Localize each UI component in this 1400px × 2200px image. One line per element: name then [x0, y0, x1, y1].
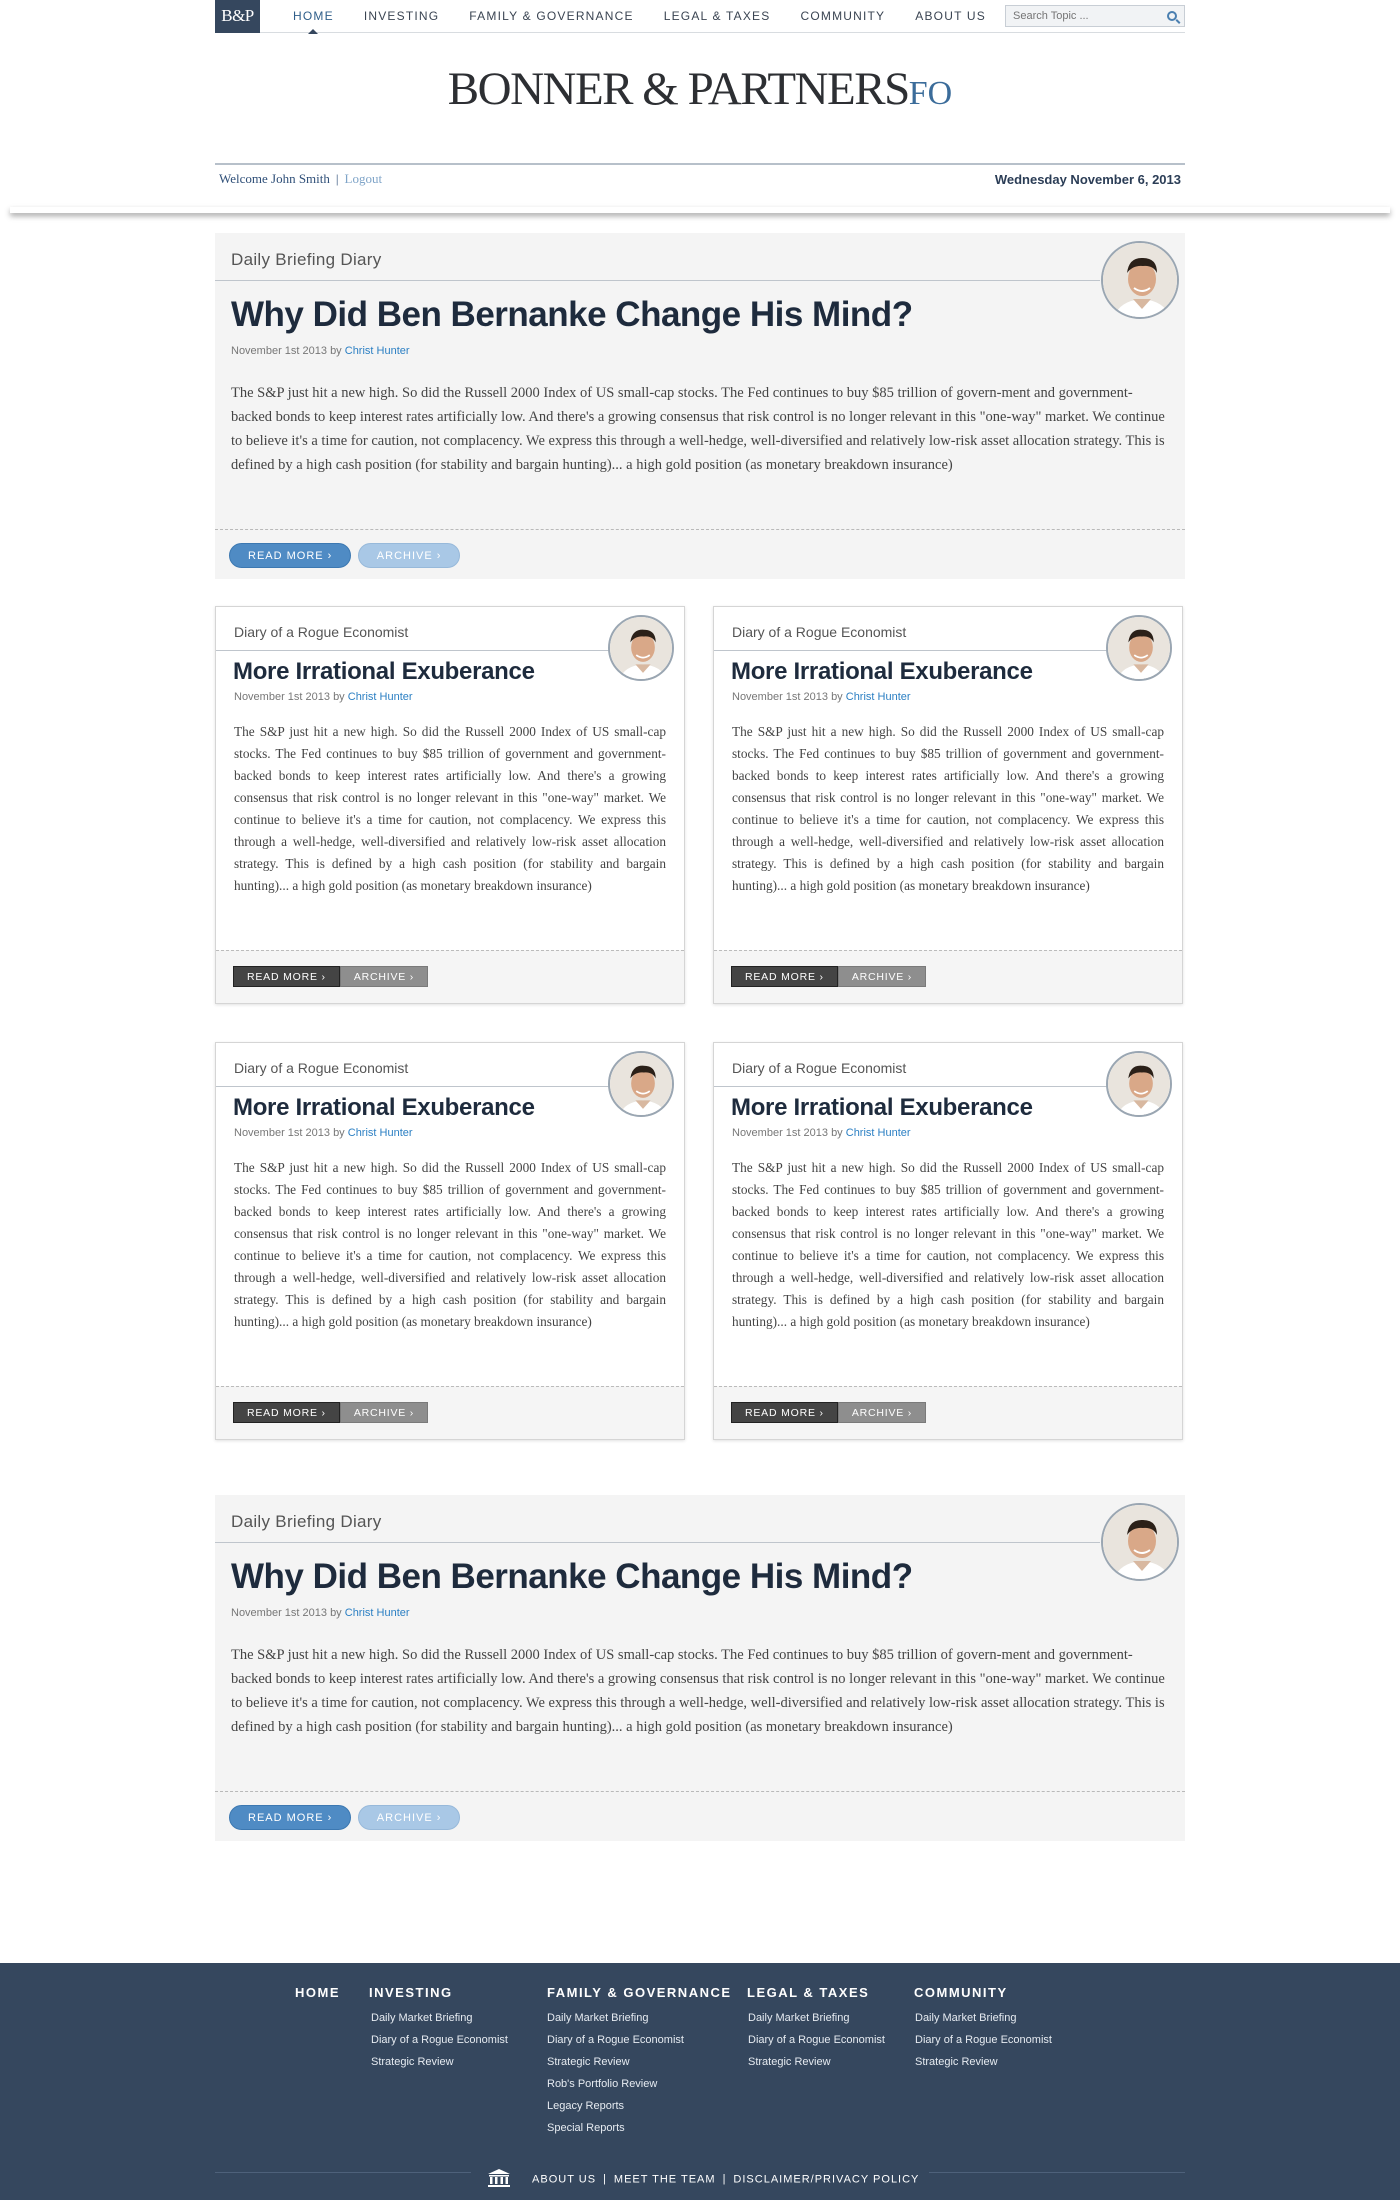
- masthead-logo[interactable]: [0, 62, 1400, 116]
- briefing-body: The S&P just hit a new high. So did the Russell 2000 Index of US small-cap stocks. The Fed continues to buy $85 trillion of govern-ment and government-backed bonds to keep interest rates artificially low. And there's a growing consensus that risk control is no longer relevant in this "one-way" market. We continue to believe it's a time for caution, not complacency. We express this through a well-hedge, well-diversified and relatively low-risk asset allocation strategy. This is defined by a high cash position (for stability and bargain hunting)... a high gold position (as monetary breakdown insurance): [231, 1647, 1165, 1735]
- main-menu: [278, 0, 1001, 33]
- archive-button[interactable]: ARCHIVE ›: [358, 543, 461, 568]
- footer-heading[interactable]: INVESTING: [369, 1985, 453, 2000]
- card-actions: [216, 1386, 684, 1439]
- archive-button[interactable]: ARCHIVE ›: [838, 966, 926, 987]
- byline-by: by: [330, 1607, 342, 1619]
- read-more-button[interactable]: READ MORE ›: [731, 966, 838, 987]
- briefing-actions: [215, 529, 1185, 579]
- masthead-suffix: FO: [908, 75, 953, 112]
- read-more-button[interactable]: READ MORE ›: [233, 1402, 340, 1423]
- footer-link[interactable]: Strategic Review: [748, 2056, 831, 2068]
- footer-col-community: [914, 1985, 1052, 2069]
- card-actions: [714, 950, 1182, 1003]
- author-avatar: [608, 1051, 674, 1117]
- post-date: November 1st 2013: [732, 691, 828, 703]
- author-link[interactable]: Christ Hunter: [845, 1127, 911, 1139]
- logout-link[interactable]: Logout: [344, 171, 383, 186]
- current-date: Wednesday November 6, 2013: [994, 171, 1181, 187]
- archive-button[interactable]: ARCHIVE ›: [340, 966, 428, 987]
- briefing-meta: [215, 335, 1185, 357]
- briefing-meta: [215, 1597, 1185, 1619]
- search-input[interactable]: [1013, 10, 1167, 22]
- briefing-category: Daily Briefing Diary: [215, 233, 1100, 281]
- footer-link[interactable]: Daily Market Briefing: [748, 2012, 850, 2024]
- post-date: November 1st 2013: [234, 1127, 330, 1139]
- welcome-bar: [215, 163, 1185, 193]
- article-card: [215, 1042, 685, 1440]
- card-title[interactable]: More Irrational Exuberance: [731, 1094, 1033, 1121]
- card-meta: [714, 686, 1182, 703]
- author-avatar: [1101, 241, 1179, 319]
- read-more-button[interactable]: READ MORE ›: [731, 1402, 838, 1423]
- footer-heading[interactable]: LEGAL & TAXES: [747, 1985, 870, 2000]
- briefing-category: Daily Briefing Diary: [215, 1495, 1100, 1543]
- archive-button[interactable]: ARCHIVE ›: [340, 1402, 428, 1423]
- search-icon[interactable]: [1167, 11, 1177, 21]
- card-title[interactable]: More Irrational Exuberance: [233, 658, 535, 685]
- welcome-text: Welcome John Smith: [219, 171, 330, 186]
- card-actions: [714, 1386, 1182, 1439]
- search-box: [1005, 5, 1185, 27]
- footer-link[interactable]: Diary of a Rogue Economist: [371, 2034, 508, 2046]
- site-footer: [0, 1963, 1400, 2200]
- header-shadow: [10, 207, 1390, 213]
- author-avatar: [1101, 1503, 1179, 1581]
- archive-button[interactable]: ARCHIVE ›: [358, 1805, 461, 1830]
- read-more-button[interactable]: READ MORE ›: [233, 966, 340, 987]
- footer-col-family-governance: [547, 1985, 732, 2135]
- welcome-separator: |: [335, 171, 339, 186]
- card-category: Diary of a Rogue Economist: [216, 607, 618, 651]
- article-card: [713, 606, 1183, 1004]
- author-avatar: [608, 615, 674, 681]
- footer-link[interactable]: Legacy Reports: [547, 2100, 625, 2112]
- card-actions: [216, 950, 684, 1003]
- archive-button[interactable]: ARCHIVE ›: [838, 1402, 926, 1423]
- post-date: November 1st 2013: [231, 1607, 327, 1619]
- nav-investing[interactable]: INVESTING: [363, 8, 440, 23]
- card-body: The S&P just hit a new high. So did the Russell 2000 Index of US small-cap stocks. The Fed continues to buy $85 trillion of government and government-backed bonds to keep interest rates artificially low. And there's a growing consensus that risk control is no longer relevant in this "one-way" market. We continue to believe it's a time for caution, not complacency. We express this through a well-hedge, well-diversified and relatively low-risk asset allocation strategy. This is defined by a high cash position (for stability and bargain hunting)... a high gold position (as monetary breakdown insurance): [732, 724, 1164, 893]
- footer-link[interactable]: Daily Market Briefing: [915, 2012, 1017, 2024]
- footer-link[interactable]: Special Reports: [547, 2122, 625, 2134]
- briefing-title[interactable]: Why Did Ben Bernanke Change His Mind?: [231, 1557, 913, 1596]
- card-category: Diary of a Rogue Economist: [714, 607, 1116, 651]
- nav-home[interactable]: HOME: [278, 0, 349, 33]
- footer-col-legal-taxes: [747, 1985, 885, 2069]
- article-card: [713, 1042, 1183, 1440]
- footer-col-home: [295, 1985, 340, 2000]
- byline-by: by: [330, 345, 342, 357]
- card-title[interactable]: More Irrational Exuberance: [233, 1094, 535, 1121]
- footer-link[interactable]: Diary of a Rogue Economist: [547, 2034, 684, 2046]
- article-card: [215, 606, 685, 1004]
- author-link[interactable]: Christ Hunter: [347, 691, 413, 703]
- card-meta: [216, 1122, 684, 1139]
- briefing-body: The S&P just hit a new high. So did the Russell 2000 Index of US small-cap stocks. The Fed continues to buy $85 trillion of govern-ment and government-backed bonds to keep interest rates artificially low. And there's a growing consensus that risk control is no longer relevant in this "one-way" market. We continue to believe it's a time for caution, not complacency. We express this through a well-hedge, well-diversified and relatively low-risk asset allocation strategy. This is defined by a high cash position (for stability and bargain hunting)... a high gold position (as monetary breakdown insurance): [231, 385, 1165, 473]
- footer-heading[interactable]: COMMUNITY: [914, 1985, 1008, 2000]
- nav-community[interactable]: COMMUNITY: [800, 8, 886, 23]
- briefing-panel: [215, 1495, 1185, 1841]
- card-meta: [714, 1122, 1182, 1139]
- post-date: November 1st 2013: [231, 345, 327, 357]
- footer-team-link[interactable]: MEET THE TEAM: [613, 2173, 716, 2186]
- card-body: The S&P just hit a new high. So did the Russell 2000 Index of US small-cap stocks. The Fed continues to buy $85 trillion of government and government-backed bonds to keep interest rates artificially low. And there's a growing consensus that risk control is no longer relevant in this "one-way" market. We continue to believe it's a time for caution, not complacency. We express this through a well-hedge, well-diversified and relatively low-risk asset allocation strategy. This is defined by a high cash position (for stability and bargain hunting)... a high gold position (as monetary breakdown insurance): [234, 1160, 666, 1329]
- nav-family-governance[interactable]: FAMILY & GOVERNANCE: [469, 8, 634, 23]
- author-link[interactable]: Christ Hunter: [344, 345, 410, 357]
- post-date: November 1st 2013: [732, 1127, 828, 1139]
- card-title[interactable]: More Irrational Exuberance: [731, 658, 1033, 685]
- footer-link[interactable]: Diary of a Rogue Economist: [748, 2034, 885, 2046]
- footer-link[interactable]: Strategic Review: [371, 2056, 454, 2068]
- author-avatar: [1106, 615, 1172, 681]
- footer-link[interactable]: Diary of a Rogue Economist: [915, 2034, 1052, 2046]
- masthead-name: BONNER & PARTNERS: [447, 63, 909, 115]
- footer-heading[interactable]: FAMILY & GOVERNANCE: [547, 1985, 732, 2000]
- site-logo[interactable]: B&P: [215, 0, 260, 33]
- footer-separator: |: [603, 2173, 607, 2186]
- post-date: November 1st 2013: [234, 691, 330, 703]
- card-body: The S&P just hit a new high. So did the Russell 2000 Index of US small-cap stocks. The Fed continues to buy $85 trillion of government and government-backed bonds to keep interest rates artificially low. And there's a growing consensus that risk control is no longer relevant in this "one-way" market. We continue to believe it's a time for caution, not complacency. We express this through a well-hedge, well-diversified and relatively low-risk asset allocation strategy. This is defined by a high cash position (for stability and bargain hunting)... a high gold position (as monetary breakdown insurance): [732, 1160, 1164, 1329]
- footer-bottom-inner: [471, 2169, 930, 2190]
- nav-about-us[interactable]: ABOUT US: [915, 8, 986, 23]
- footer-link[interactable]: Strategic Review: [547, 2056, 630, 2068]
- byline-by: by: [333, 691, 345, 703]
- byline-by: by: [831, 1127, 843, 1139]
- briefing-actions: [215, 1791, 1185, 1841]
- briefing-title[interactable]: Why Did Ben Bernanke Change His Mind?: [231, 295, 913, 334]
- read-more-button[interactable]: READ MORE ›: [229, 1805, 351, 1830]
- footer-separator: |: [722, 2173, 727, 2186]
- card-body: The S&P just hit a new high. So did the Russell 2000 Index of US small-cap stocks. The Fed continues to buy $85 trillion of government and government-backed bonds to keep interest rates artificially low. And there's a growing consensus that risk control is no longer relevant in this "one-way" market. We continue to believe it's a time for caution, not complacency. We express this through a well-hedge, well-diversified and relatively low-risk asset allocation strategy. This is defined by a high cash position (for stability and bargain hunting)... a high gold position (as monetary breakdown insurance): [234, 724, 666, 893]
- footer-disclaimer-link[interactable]: DISCLAIMER/PRIVACY POLICY: [733, 2173, 920, 2186]
- byline-by: by: [831, 691, 843, 703]
- read-more-button[interactable]: READ MORE ›: [229, 543, 351, 568]
- bank-building-icon: [481, 2169, 517, 2190]
- card-meta: [216, 686, 684, 703]
- byline-by: by: [333, 1127, 345, 1139]
- card-category: Diary of a Rogue Economist: [714, 1043, 1116, 1087]
- footer-link[interactable]: Daily Market Briefing: [371, 2012, 473, 2024]
- footer-heading[interactable]: HOME: [295, 1985, 340, 2000]
- footer-bottom-links: [0, 2169, 1400, 2190]
- author-link[interactable]: Christ Hunter: [347, 1127, 413, 1139]
- top-nav: [215, 0, 1185, 33]
- author-avatar: [1106, 1051, 1172, 1117]
- nav-legal-taxes[interactable]: LEGAL & TAXES: [663, 8, 771, 23]
- footer-link[interactable]: Strategic Review: [915, 2056, 998, 2068]
- footer-about-link[interactable]: ABOUT US: [532, 2173, 597, 2186]
- footer-link[interactable]: Rob's Portfolio Review: [547, 2078, 658, 2090]
- briefing-panel: [215, 233, 1185, 579]
- card-category: Diary of a Rogue Economist: [216, 1043, 618, 1087]
- author-link[interactable]: Christ Hunter: [845, 691, 911, 703]
- footer-col-investing: [369, 1985, 508, 2069]
- author-link[interactable]: Christ Hunter: [344, 1607, 410, 1619]
- footer-link[interactable]: Daily Market Briefing: [547, 2012, 649, 2024]
